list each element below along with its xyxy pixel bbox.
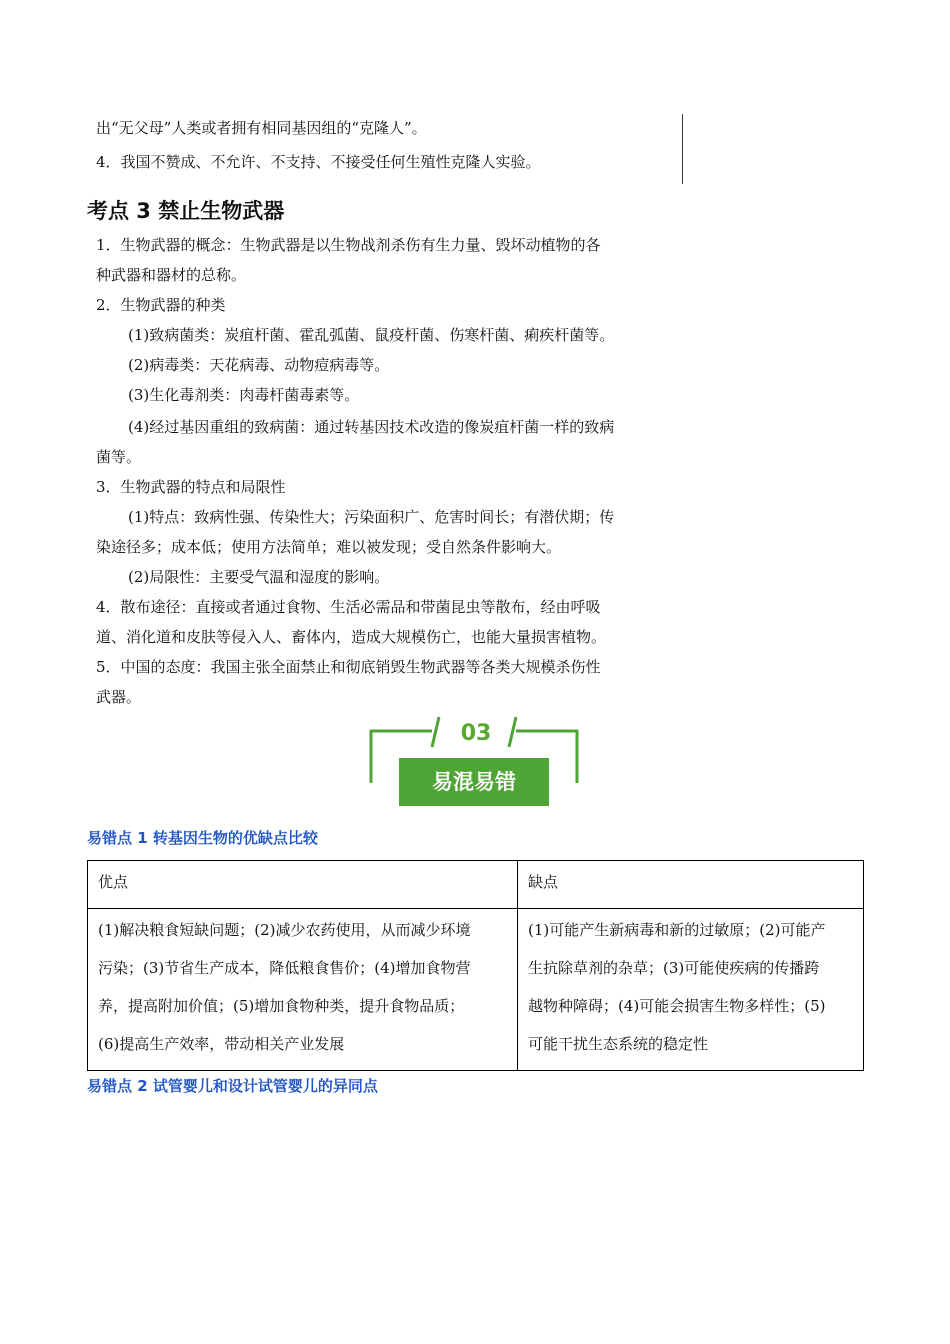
section-line: (4)经过基因重组的致病菌：通过转基因技术改造的像炭疽杆菌一样的致病 xyxy=(128,418,615,436)
pros-line: 污染；(3)节省生产成本，降低粮食售价；(4)增加食物营 xyxy=(98,959,471,977)
section-line: 种武器和器材的总称。 xyxy=(96,266,247,284)
section-line: 道、消化道和皮肤等侵入人、畜体内，造成大规模伤亡，也能大量损害植物。 xyxy=(96,628,607,646)
table-cell-pros xyxy=(88,911,517,1063)
comparison-table xyxy=(87,860,864,1071)
table-header-divider xyxy=(88,908,863,909)
section-line: (2)病毒类：天花病毒、动物痘病毒等。 xyxy=(128,356,390,374)
table-header-pros: 优点 xyxy=(98,873,129,891)
section-line: (2)局限性：主要受气温和湿度的影响。 xyxy=(128,568,390,586)
section-heading: 考点 3 禁止生物武器 xyxy=(87,199,285,223)
badge-number: 03 xyxy=(460,721,492,746)
section-line: 2．生物武器的种类 xyxy=(96,296,226,314)
cons-line: (1)可能产生新病毒和新的过敏原；(2)可能产 xyxy=(528,921,826,939)
intro-line-1: 出“无父母”人类或者拥有相同基因组的“克隆人”。 xyxy=(96,119,427,137)
cons-line: 越物种障碍；(4)可能会损害生物多样性；(5) xyxy=(528,997,826,1015)
table-cell-cons xyxy=(518,911,863,1063)
section-line: 5．中国的态度：我国主张全面禁止和彻底销毁生物武器等各类大规模杀伤性 xyxy=(96,658,601,676)
pros-line: (1)解决粮食短缺问题；(2)减少农药使用，从而减少环境 xyxy=(98,921,471,939)
section-line: (3)生化毒剂类：肉毒杆菌毒素等。 xyxy=(128,386,360,404)
intro-line-2: 4．我国不赞成、不允许、不支持、不接受任何生殖性克隆人实验。 xyxy=(96,153,541,171)
section-line: 武器。 xyxy=(96,688,142,706)
section-line: 1．生物武器的概念：生物武器是以生物战剂杀伤有生力量、毁坏动植物的各 xyxy=(96,236,601,254)
error-point-2-heading: 易错点 2 试管婴儿和设计试管婴儿的异同点 xyxy=(87,1077,378,1095)
section-badge xyxy=(368,713,580,811)
section-line: (1)致病菌类：炭疽杆菌、霍乱弧菌、鼠疫杆菌、伤寒杆菌、痢疾杆菌等。 xyxy=(128,326,615,344)
cons-line: 生抗除草剂的杂草；(3)可能使疾病的传播跨 xyxy=(528,959,820,977)
section-line: 染途径多；成本低；使用方法简单；难以被发现；受自然条件影响大。 xyxy=(96,538,562,556)
pros-line: 养，提高附加价值；(5)增加食物种类，提升食物品质； xyxy=(98,997,465,1015)
section-line: 3．生物武器的特点和局限性 xyxy=(96,478,286,496)
badge-label: 易混易错 xyxy=(399,758,549,806)
margin-rule xyxy=(682,114,683,184)
section-line: (1)特点：致病性强、传染性大；污染面积广、危害时间长；有潜伏期；传 xyxy=(128,508,615,526)
section-line: 4．散布途径：直接或者通过食物、生活必需品和带菌昆虫等散布，经由呼吸 xyxy=(96,598,601,616)
section-line: 菌等。 xyxy=(96,448,142,466)
table-header-cons: 缺点 xyxy=(528,873,559,891)
error-point-1-heading: 易错点 1 转基因生物的优缺点比较 xyxy=(87,829,318,847)
pros-line: (6)提高生产效率，带动相关产业发展 xyxy=(98,1035,345,1053)
cons-line: 可能干扰生态系统的稳定性 xyxy=(528,1035,709,1053)
